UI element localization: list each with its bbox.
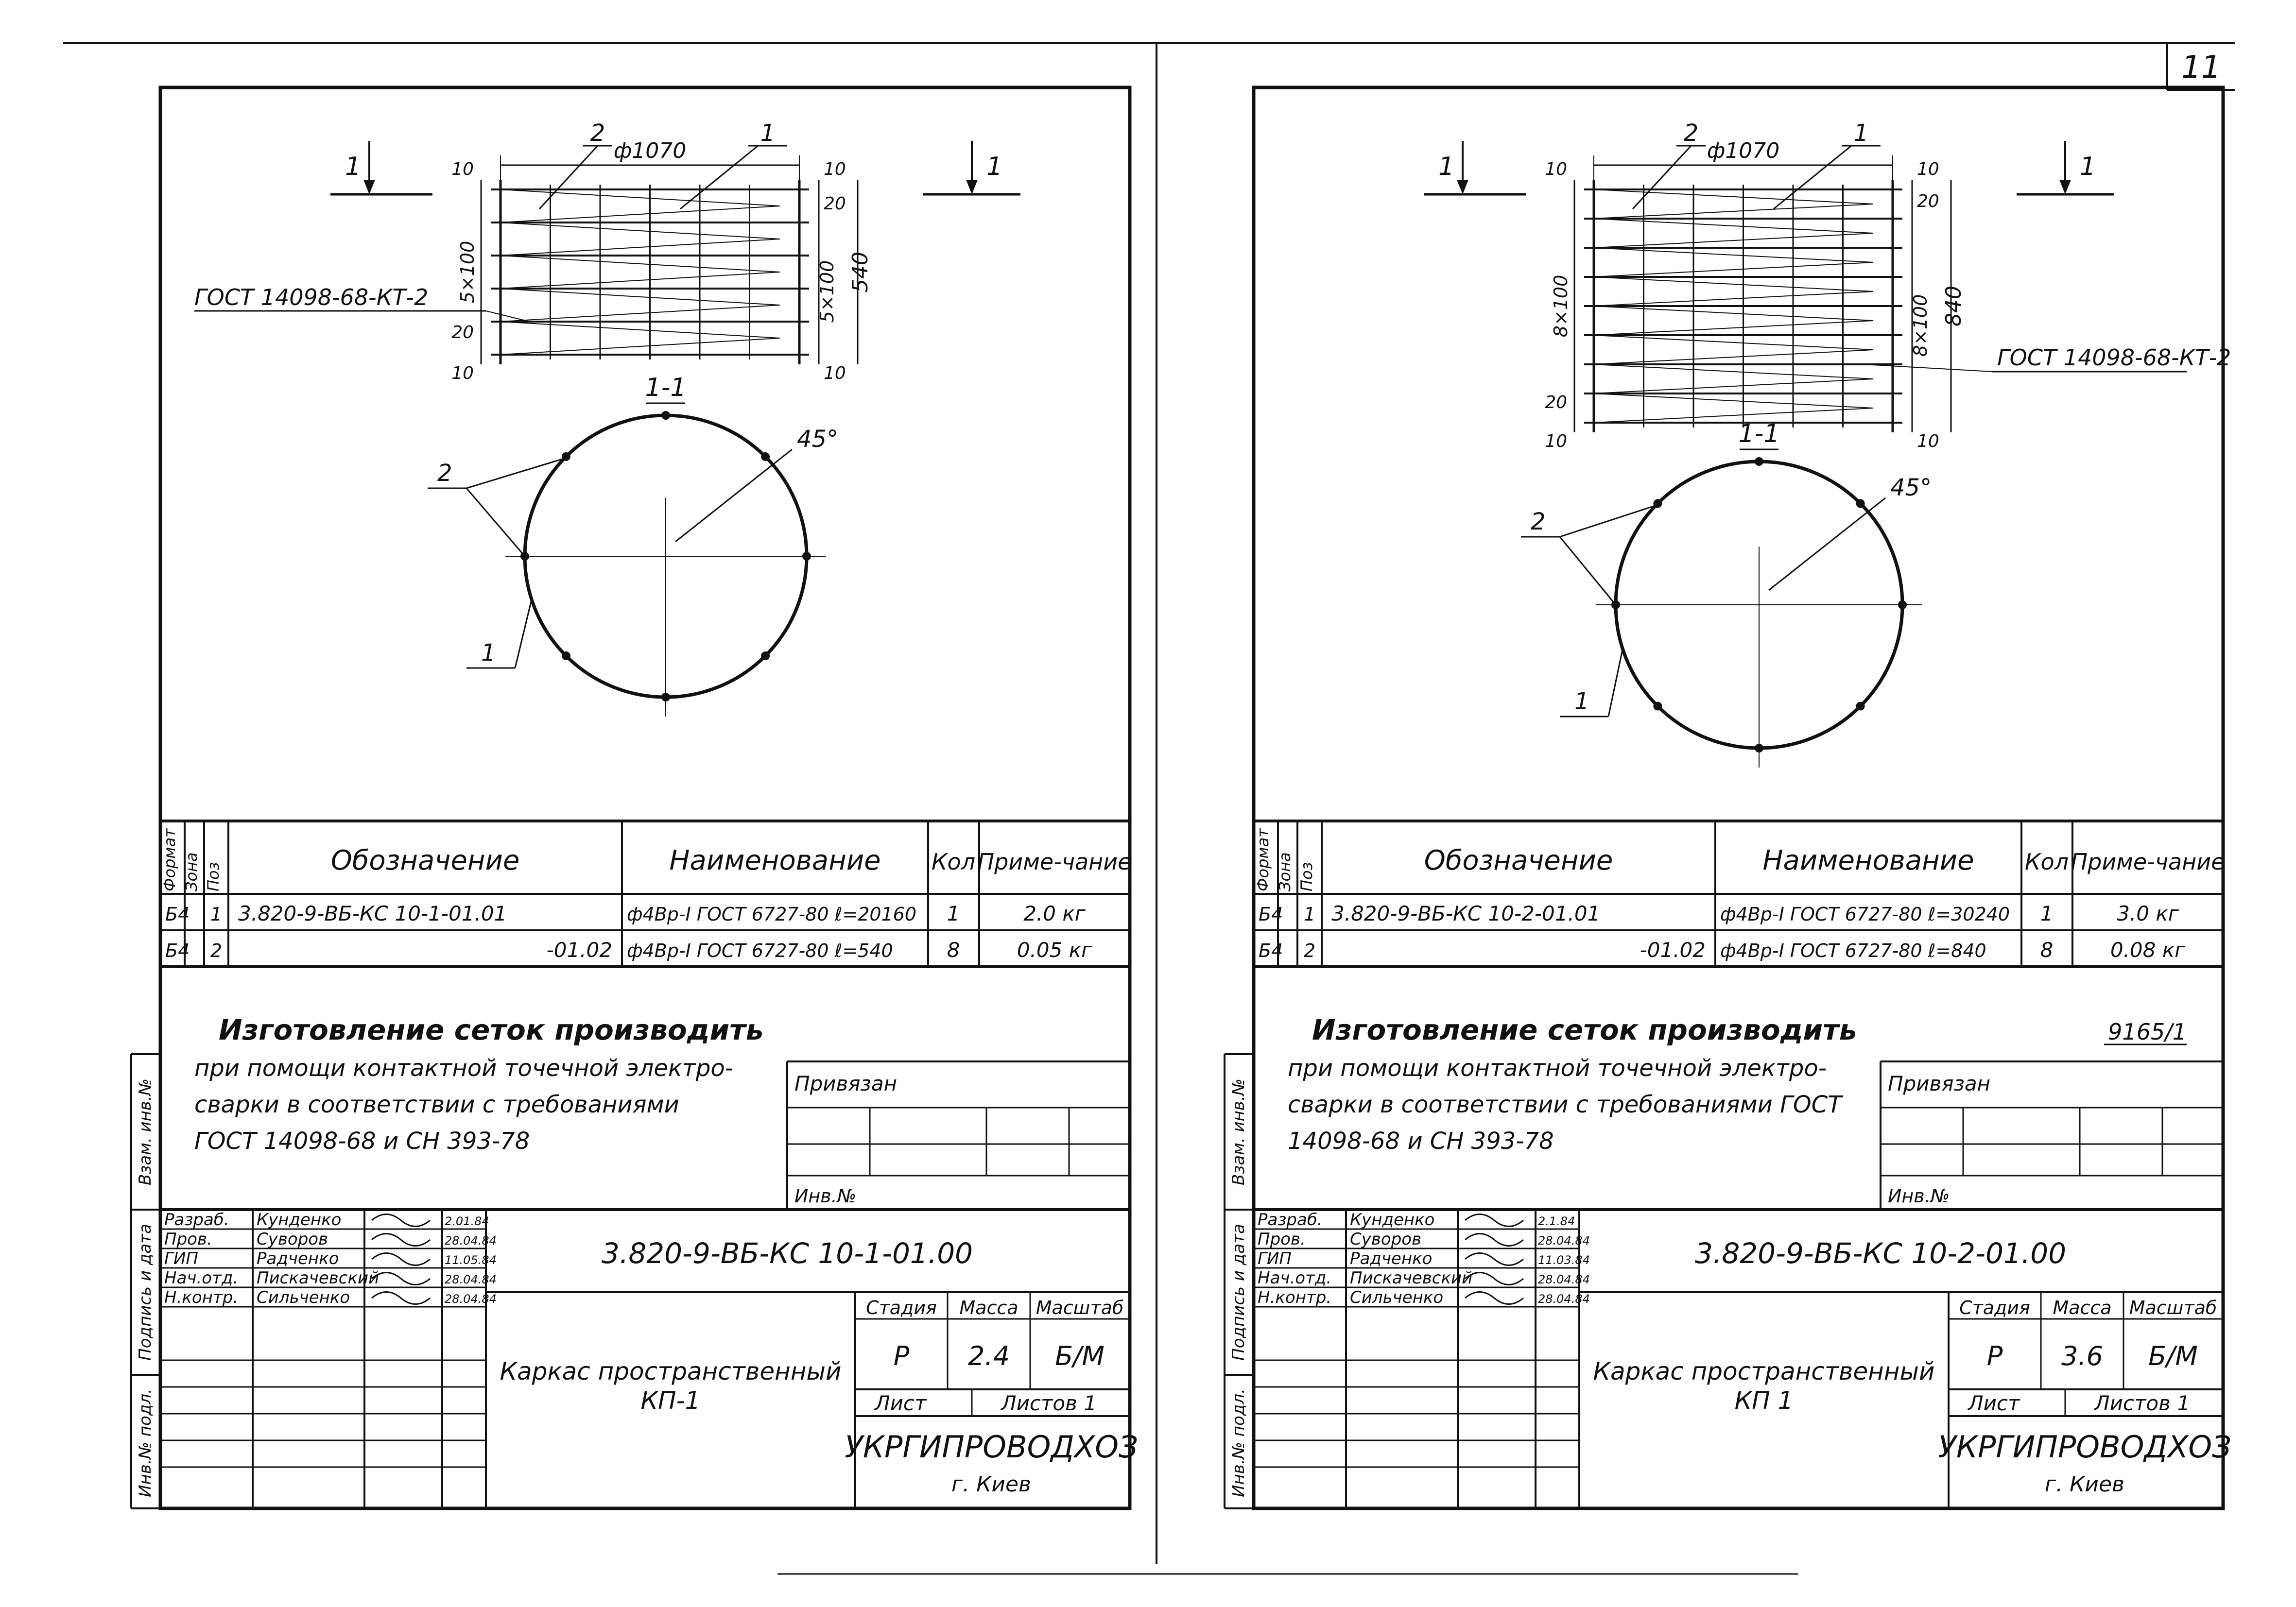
side-label-inv-podl: Инв.№ подл. [1229, 1388, 1248, 1497]
mass-header: Масса [2053, 1297, 2112, 1318]
staff-name: Суворов [257, 1230, 328, 1249]
manufacturing-notes [194, 1013, 763, 1155]
spec-cell-pos: 2 [210, 940, 223, 961]
staff-role: Разраб. [164, 1210, 229, 1230]
left-dim-bottom-label: 10 [451, 363, 474, 383]
staff-name: Кунденко [257, 1210, 342, 1230]
specification-table [160, 821, 1131, 967]
longitudinal-bar-dot [1755, 744, 1763, 752]
left-dim-mid-label: 20 [451, 323, 474, 342]
cage-plan-view [194, 120, 1020, 383]
drawing-sheet-right [1225, 87, 2231, 1508]
inv-no-label: Инв.№ [1888, 1185, 1950, 1207]
staff-name: Сильченко [257, 1288, 350, 1307]
organization-name: УКРГИПРОВОДХОЗ [845, 1429, 1138, 1465]
spec-header-note: Приме-чание [2071, 849, 2225, 875]
section-title: 1-1 [1738, 419, 1780, 448]
section-mark-left-arrowhead [1457, 180, 1468, 194]
spiral-line [1594, 248, 1873, 262]
longitudinal-bar-dot [802, 552, 811, 561]
right-dim-mid-label: 20 [824, 193, 846, 214]
mass-header: Масса [959, 1297, 1019, 1318]
right-dim-bottom-label: 10 [1917, 431, 1939, 451]
staff-role: Разраб. [1258, 1210, 1323, 1230]
section-mark-right-label: 1 [986, 152, 1003, 181]
staff-date: 2.1.84 [1538, 1214, 1575, 1228]
stage-header: Стадия [1959, 1297, 2030, 1318]
angle-label: 45° [797, 426, 839, 453]
drawing-sheet-left [131, 87, 1138, 1508]
note-line-2: при помощи контактной точечной электро- [1288, 1055, 1827, 1082]
privyazan-label: Привязан [1888, 1072, 1991, 1095]
sheet-label: Лист [1968, 1391, 2020, 1415]
staff-signature [372, 1234, 430, 1246]
note-line-1: Изготовление сеток производить [1312, 1013, 1857, 1046]
staff-name: Кунденко [1350, 1210, 1435, 1230]
section-1-1-view [1521, 419, 1932, 768]
section-1-1-view [428, 373, 838, 717]
document-number: 3.820-9-ВБ-КС 10-2-01.00 [1694, 1237, 2067, 1270]
overall-height-label: 840 [1941, 286, 1966, 326]
sheet-reference: 9165/1 [2108, 1019, 2187, 1045]
staff-role: Н.контр. [1258, 1288, 1332, 1307]
spiral-line [501, 289, 780, 305]
right-dim-top-label: 10 [1917, 159, 1939, 179]
staff-date: 28.04.84 [1538, 1273, 1590, 1286]
spec-cell-qty: 8 [2040, 938, 2054, 962]
longitudinal-bar-dot [661, 693, 670, 701]
section-mark-left-arrowhead [363, 180, 375, 194]
spec-cell-qty: 1 [947, 902, 960, 925]
scale-value: Б/М [1055, 1341, 1105, 1371]
spiral-line [1594, 393, 1873, 408]
staff-signature [1465, 1253, 1523, 1265]
left-dim-top-label: 10 [451, 159, 474, 179]
spiral-line [1594, 408, 1873, 423]
side-label-vzam: Взам. инв.№ [136, 1078, 155, 1186]
right-dim-main-label: 8×100 [1910, 294, 1931, 357]
organization-name: УКРГИПРОВОДХОЗ [1938, 1429, 2231, 1465]
item-title-line-1: Каркас пространственный [1593, 1357, 1935, 1385]
spec-header-qty: Кол [931, 849, 976, 875]
spiral-line [501, 239, 780, 256]
side-label-inv-podl: Инв.№ подл. [136, 1388, 155, 1497]
staff-name: Пискачевский [1350, 1268, 1473, 1288]
callout-1-label: 1 [481, 639, 496, 667]
mass-value: 2.4 [968, 1341, 1010, 1371]
spiral-line [1594, 306, 1873, 321]
spec-cell-pos: 1 [1303, 904, 1316, 925]
title-block [1225, 1054, 2231, 1508]
organization-city: г. Киев [2045, 1472, 2124, 1497]
angle-leader [675, 449, 792, 542]
longitudinal-bar-dot [1755, 457, 1763, 466]
staff-signature [1465, 1273, 1523, 1285]
staff-signature [1465, 1214, 1523, 1227]
spiral-line [501, 322, 780, 338]
scale-header: Масштаб [1036, 1297, 1124, 1318]
title-block [131, 1054, 1138, 1508]
spiral-line [1594, 350, 1873, 364]
callout-2-leader [1633, 146, 1691, 209]
spec-cell-designation: 3.820-9-ВБ-КС 10-2-01.01 [1331, 902, 1601, 925]
spec-header-name: Наименование [669, 845, 881, 876]
staff-date: 28.04.84 [1538, 1292, 1590, 1306]
right-dim-mid-label: 20 [1917, 191, 1939, 211]
right-dim-bottom-label: 10 [824, 363, 846, 383]
spec-cell-name: ф4Вр-I ГОСТ 6727-80 ℓ=30240 [1720, 904, 2010, 925]
spec-header-note: Приме-чание [977, 849, 1132, 875]
weld-note-leader [1864, 364, 1992, 372]
spec-header-pos: Поз [204, 862, 223, 891]
staff-name: Сильченко [1350, 1288, 1444, 1307]
callout-2-leader-b [1560, 537, 1616, 605]
stage-value: Р [893, 1341, 910, 1371]
callout-2-label: 2 [590, 120, 605, 147]
staff-role: Нач.отд. [164, 1268, 239, 1288]
note-line-4: 14098-68 и СН 393-78 [1288, 1128, 1554, 1155]
manufacturing-notes [1288, 1013, 2187, 1155]
staff-name: Пискачевский [257, 1268, 380, 1288]
left-dim-mid-label: 20 [1545, 393, 1567, 412]
spiral-line [501, 305, 780, 322]
staff-name: Радченко [257, 1249, 339, 1268]
callout-2-leader [539, 146, 598, 209]
staff-signature [372, 1273, 430, 1285]
spec-cell-pos: 2 [1303, 940, 1316, 961]
staff-name: Суворов [1350, 1230, 1422, 1249]
stage-value: Р [1986, 1341, 2003, 1371]
spiral-line [501, 256, 780, 272]
spec-cell-qty: 1 [2040, 902, 2054, 925]
staff-role: Пров. [164, 1230, 212, 1249]
spec-header-designation: Обозначение [1424, 845, 1613, 876]
scale-value: Б/М [2148, 1341, 2198, 1371]
spec-cell-note: 2.0 кг [1023, 902, 1086, 925]
spec-cell-format: Б4 [1259, 940, 1283, 961]
section-mark-right-arrowhead [2059, 180, 2071, 194]
longitudinal-bar-dot [761, 651, 770, 660]
diameter-label: ф1070 [613, 138, 687, 163]
longitudinal-bar-dot [562, 452, 570, 461]
stage-header: Стадия [866, 1297, 937, 1318]
left-dim-top-label: 10 [1545, 159, 1567, 179]
callout-1-label: 1 [1574, 688, 1589, 715]
item-title-line-1: Каркас пространственный [500, 1357, 842, 1385]
inv-no-label: Инв.№ [794, 1185, 857, 1207]
right-dim-top-label: 10 [824, 159, 846, 179]
spec-cell-format: Б4 [1259, 904, 1283, 925]
spec-cell-name: ф4Вр-I ГОСТ 6727-80 ℓ=20160 [627, 904, 917, 925]
spec-header-format: Формат [1254, 828, 1272, 891]
staff-signature [372, 1214, 430, 1227]
staff-role: Нач.отд. [1258, 1268, 1332, 1288]
spiral-line [1594, 262, 1873, 277]
spec-cell-designation: 3.820-9-ВБ-КС 10-1-01.01 [238, 902, 507, 925]
note-line-1: Изготовление сеток производить [219, 1013, 764, 1046]
staff-date: 11.05.84 [445, 1253, 497, 1267]
scale-header: Масштаб [2129, 1297, 2217, 1318]
spiral-line [1594, 335, 1873, 350]
left-dim-main-label: 5×100 [457, 240, 478, 304]
spec-cell-note: 0.08 кг [2110, 938, 2186, 962]
weld-note-leader [486, 311, 530, 322]
spiral-line [501, 222, 780, 239]
spiral-line [1594, 277, 1873, 291]
spec-cell-name: ф4Вр-I ГОСТ 6727-80 ℓ=840 [1720, 940, 1986, 961]
staff-role: Н.контр. [164, 1288, 239, 1307]
right-dim-main-label: 5×100 [816, 260, 838, 323]
cage-plan-view [1424, 120, 2231, 451]
weld-note-label: ГОСТ 14098-68-КТ-2 [1997, 344, 2231, 371]
spiral-line [501, 272, 780, 289]
spec-cell-note: 0.05 кг [1017, 938, 1092, 962]
staff-role: Пров. [1258, 1230, 1306, 1249]
side-label-podpis: Подпись и дата [136, 1224, 155, 1361]
callout-1-leader [1608, 648, 1623, 717]
spec-header-name: Наименование [1762, 845, 1974, 876]
staff-date: 2.01.84 [445, 1214, 489, 1228]
angle-leader [1769, 498, 1885, 590]
spec-header-zone: Зона [182, 852, 201, 891]
spec-header-qty: Кол [2024, 849, 2069, 875]
item-title-line-2: КП 1 [1734, 1386, 1794, 1415]
spiral-line [1594, 219, 1873, 233]
left-dim-main-label: 8×100 [1550, 274, 1571, 338]
callout-1-label: 1 [1853, 120, 1869, 147]
left-dim-bottom-label: 10 [1545, 431, 1567, 451]
spiral-line [1594, 233, 1873, 248]
document-number: 3.820-9-ВБ-КС 10-1-01.00 [601, 1237, 973, 1270]
spec-cell-format: Б4 [165, 940, 190, 961]
spec-cell-pos: 1 [210, 904, 223, 925]
note-line-2: при помощи контактной точечной электро- [194, 1055, 734, 1082]
sheets-label: Листов 1 [1001, 1391, 1097, 1415]
callout-1-leader [515, 598, 532, 668]
spec-cell-designation: -01.02 [1640, 938, 1706, 962]
specification-table [1254, 821, 2225, 967]
spec-header-format: Формат [160, 828, 179, 891]
callout-2-leader-b [466, 488, 525, 556]
spiral-line [1594, 364, 1873, 379]
longitudinal-bar-dot [1856, 499, 1865, 508]
longitudinal-bar-dot [1856, 702, 1865, 711]
spec-cell-note: 3.0 кг [2117, 902, 2179, 925]
callout-1-leader [680, 146, 758, 209]
page-number: 11 [2181, 50, 2221, 85]
callout-1-leader [1774, 146, 1851, 209]
section-mark-left-label: 1 [345, 152, 362, 181]
diameter-label: ф1070 [1707, 138, 1780, 163]
callout-2-label: 2 [437, 460, 452, 487]
staff-date: 28.04.84 [445, 1273, 497, 1286]
staff-role: ГИП [164, 1249, 198, 1268]
longitudinal-bar-dot [1898, 600, 1907, 609]
staff-role: ГИП [1258, 1249, 1292, 1268]
note-line-3: сварки в соответствии с требованиями [194, 1091, 679, 1118]
spiral-line [501, 189, 780, 206]
staff-date: 28.04.84 [1538, 1234, 1590, 1248]
callout-1-label: 1 [760, 120, 776, 147]
spec-cell-designation: -01.02 [546, 938, 612, 962]
note-line-3: сварки в соответствии с требованиями ГОСТ [1288, 1091, 1842, 1118]
item-title-line-2: КП-1 [640, 1386, 701, 1415]
spec-header-zone: Зона [1276, 852, 1294, 891]
mass-value: 3.6 [2061, 1341, 2103, 1371]
spiral-line [1594, 291, 1873, 306]
staff-signature [372, 1253, 430, 1265]
staff-date: 28.04.84 [445, 1292, 497, 1306]
staff-signature [1465, 1292, 1523, 1304]
spec-cell-qty: 8 [947, 938, 960, 962]
weld-note-label: ГОСТ 14098-68-КТ-2 [194, 284, 429, 310]
longitudinal-bar-dot [661, 411, 670, 420]
longitudinal-bar-dot [562, 651, 570, 660]
staff-name: Радченко [1350, 1249, 1433, 1268]
longitudinal-bar-dot [1653, 702, 1662, 711]
section-title: 1-1 [645, 373, 687, 402]
staff-signature [372, 1292, 430, 1304]
spec-cell-format: Б4 [165, 904, 190, 925]
staff-date: 28.04.84 [445, 1234, 497, 1248]
sheets-label: Листов 1 [2094, 1391, 2190, 1415]
section-mark-right-arrowhead [966, 180, 978, 194]
callout-2-label: 2 [1531, 508, 1546, 535]
spec-cell-name: ф4Вр-I ГОСТ 6727-80 ℓ=540 [627, 940, 893, 961]
privyazan-label: Привязан [794, 1072, 898, 1095]
spiral-line [1594, 379, 1873, 393]
side-label-vzam: Взам. инв.№ [1229, 1078, 1248, 1186]
section-mark-left-label: 1 [1438, 152, 1455, 181]
staff-signature [1465, 1234, 1523, 1246]
spiral-line [501, 338, 780, 355]
organization-city: г. Киев [951, 1472, 1031, 1497]
side-label-podpis: Подпись и дата [1229, 1224, 1248, 1361]
spiral-line [1594, 321, 1873, 335]
spiral-line [501, 206, 780, 222]
longitudinal-bar-dot [761, 452, 770, 461]
spec-header-designation: Обозначение [330, 845, 520, 876]
section-mark-right-label: 1 [2080, 152, 2096, 181]
spec-header-pos: Поз [1297, 862, 1316, 891]
staff-date: 11.03.84 [1538, 1253, 1590, 1267]
callout-2-label: 2 [1683, 120, 1699, 147]
overall-height-label: 540 [848, 252, 873, 292]
note-line-4: ГОСТ 14098-68 и СН 393-78 [194, 1128, 530, 1155]
angle-label: 45° [1890, 474, 1932, 501]
sheet-label: Лист [875, 1391, 927, 1415]
spiral-line [1594, 189, 1873, 204]
